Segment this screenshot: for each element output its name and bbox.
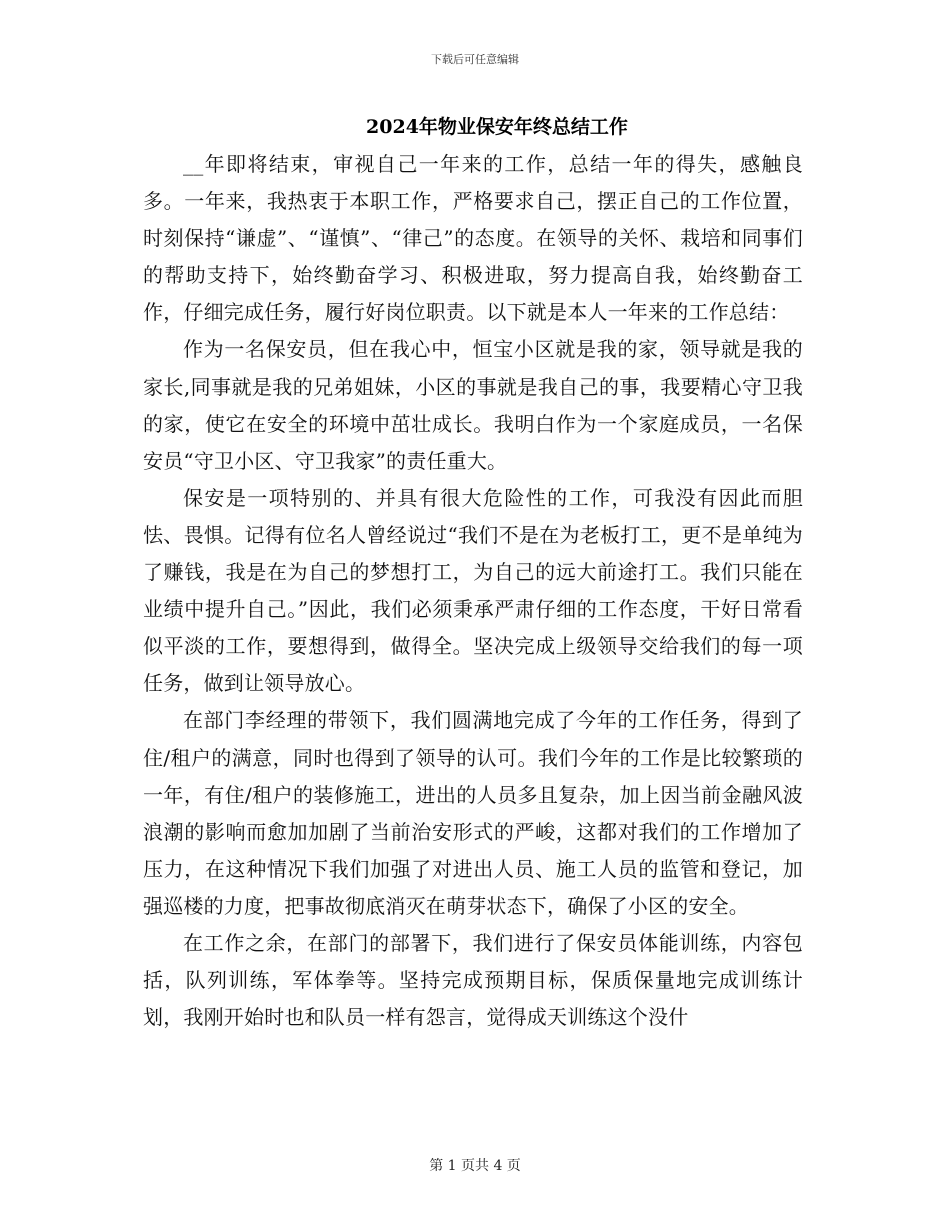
page-number-footer: 第 1 页共 4 页 bbox=[429, 1158, 521, 1174]
paragraph-3: 保安是一项特别的、并具有很大危险性的工作，可我没有因此而胆怯、畏惧。记得有位名人曾经说过“我们不是在为老板打工，更不是单纯为了赚钱，我是在为自己的梦想打工，为自己的远大前途打工。我们只能在业绩中提升自己。”因此，我们必须秉承严肃仔细的工作态度，干好日常看似平淡的工作，要想得到，做得全。坚决完成上级领导交给我们的每一项任务，做到让领导放心。 bbox=[143, 485, 803, 696]
paragraph-5: 在工作之余，在部门的部署下，我们进行了保安员体能训练，内容包括，队列训练，军体拳等。坚持完成预期目标，保质保量地完成训练计划，我刚开始时也和队员一样有怨言，觉得成天训练这个没什 bbox=[143, 930, 803, 1030]
document-body bbox=[143, 146, 803, 1036]
paragraph-1: __年即将结束，审视自己一年来的工作，总结一年的得失，感触良多。一年来，我热衷于本职工作，严格要求自己，摆正自己的工作位置，时刻保持“谦虚”、“谨慎”、“律己”的态度。在领导的关怀、栽培和同事们的帮助支持下，始终勤奋学习、积极进取，努力提高自我，始终勤奋工作，仔细完成任务，履行好岗位职责。以下就是本人一年来的工作总结： bbox=[143, 152, 803, 325]
document-title: 2024年物业保安年终总结工作 bbox=[366, 116, 628, 138]
page-header-note: 下载后可任意编辑 bbox=[431, 53, 519, 66]
paragraph-2: 作为一名保安员，但在我心中，恒宝小区就是我的家，领导就是我的家长,同事就是我的兄弟姐妹，小区的事就是我自己的事，我要精心守卫我的家，使它在安全的环境中茁壮成长。我明白作为一个家庭成员，一名保安员“守卫小区、守卫我家”的责任重大。 bbox=[143, 337, 803, 473]
paragraph-4: 在部门李经理的带领下，我们圆满地完成了今年的工作任务，得到了住/租户的满意，同时也得到了领导的认可。我们今年的工作是比较繁琐的一年，有住/租户的装修施工，进出的人员多且复杂，加上因当前金融风波浪潮的影响而愈加加剧了当前治安形式的严峻，这都对我们的工作增加了压力，在这种情况下我们加强了对进出人员、施工人员的监管和登记，加强巡楼的力度，把事故彻底消灭在萌芽状态下，确保了小区的安全。 bbox=[143, 708, 803, 918]
